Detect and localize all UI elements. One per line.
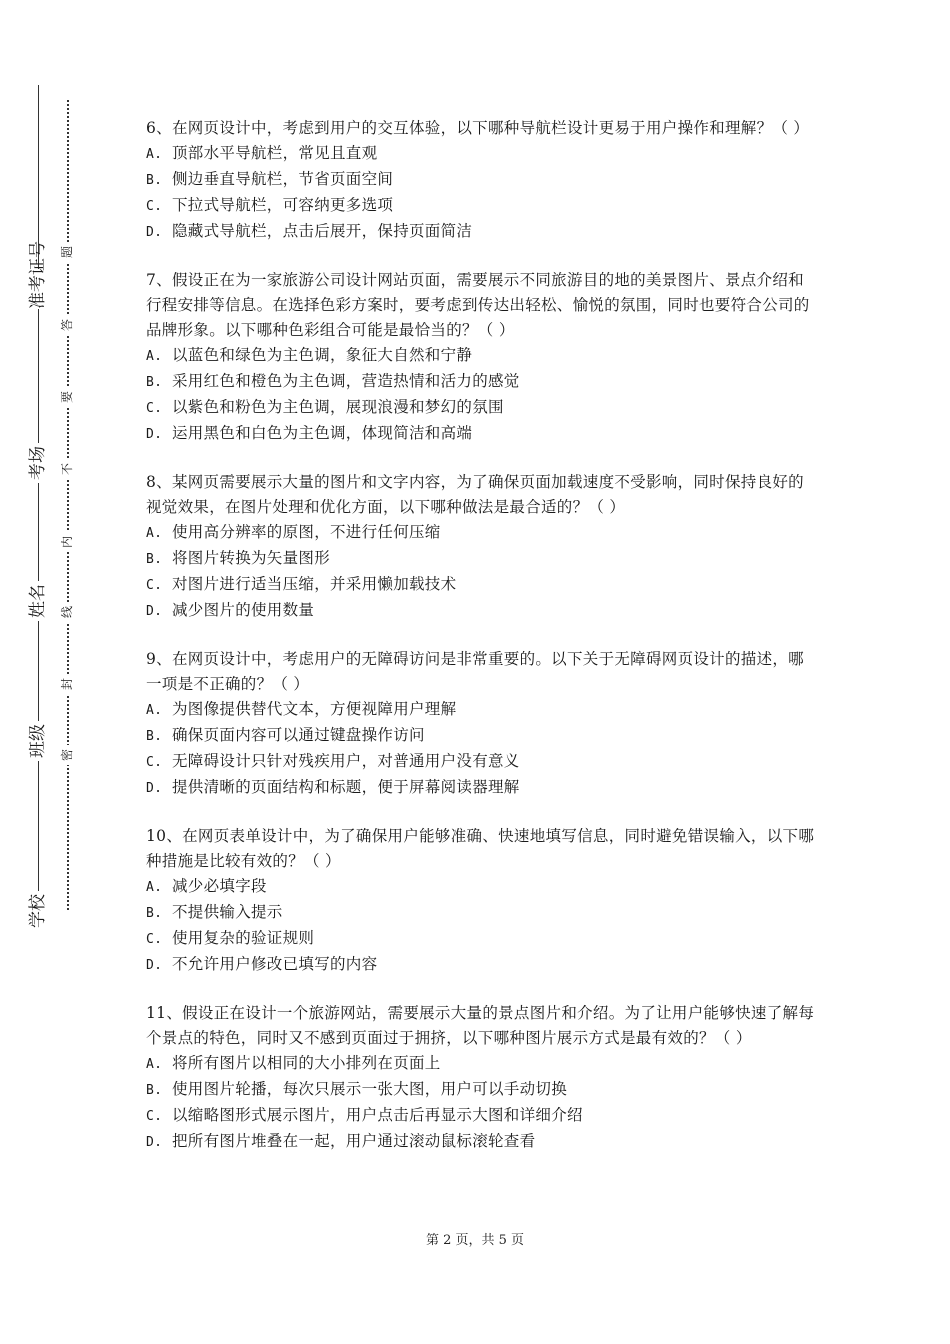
option-letter: A. xyxy=(146,880,163,895)
option-text: 对图片进行适当压缩，并采用懒加载技术 xyxy=(172,575,457,593)
field-label-school: 学校 xyxy=(27,891,49,931)
question-stem: 9、在网页设计中，考虑用户的无障碍访问是非常重要的。以下关于无障碍网页设计的描述，哪一项是不正确的？（ ） xyxy=(146,650,804,693)
option-letter: D. xyxy=(146,1135,163,1150)
option-letter: A. xyxy=(146,1057,163,1072)
option-letter: C. xyxy=(146,932,163,947)
option-b xyxy=(146,723,818,749)
option-letter: C. xyxy=(146,755,163,770)
option-letter: D. xyxy=(146,604,163,619)
option-text: 确保页面内容可以通过键盘操作访问 xyxy=(172,726,425,744)
seal-char: 不 xyxy=(60,459,74,479)
option-c xyxy=(146,1103,818,1129)
option-a xyxy=(146,141,818,167)
option-letter: C. xyxy=(146,578,163,593)
option-text: 运用黑色和白色为主色调，体现简洁和高端 xyxy=(172,424,473,442)
option-d xyxy=(146,952,818,978)
field-label-class: 班级 xyxy=(27,721,49,761)
option-c xyxy=(146,395,818,421)
option-letter: D. xyxy=(146,781,163,796)
option-letter: D. xyxy=(146,225,163,240)
option-c xyxy=(146,926,818,952)
option-text: 下拉式导航栏，可容纳更多选项 xyxy=(172,196,394,214)
option-text: 隐藏式导航栏，点击后展开，保持页面简洁 xyxy=(172,222,473,240)
seal-char: 答 xyxy=(60,315,74,335)
option-text: 无障碍设计只针对残疾用户，对普通用户没有意义 xyxy=(172,752,520,770)
option-letter: C. xyxy=(146,1109,163,1124)
question-6 xyxy=(146,116,818,245)
question-7 xyxy=(146,268,818,447)
option-text: 以缩略图形式展示图片，用户点击后再显示大图和详细介绍 xyxy=(172,1106,583,1124)
option-b xyxy=(146,900,818,926)
option-letter: D. xyxy=(146,958,163,973)
seal-char: 密 xyxy=(60,745,74,765)
option-text: 减少图片的使用数量 xyxy=(172,601,315,619)
option-letter: B. xyxy=(146,552,163,567)
option-letter: B. xyxy=(146,375,163,390)
option-text: 为图像提供替代文本，方便视障用户理解 xyxy=(172,700,457,718)
question-stem: 10、在网页表单设计中，为了确保用户能够准确、快速地填写信息，同时避免错误输入，以下哪种措施是比较有效的？（ ） xyxy=(146,827,815,870)
option-text: 采用红色和橙色为主色调，营造热情和活力的感觉 xyxy=(172,372,520,390)
option-b xyxy=(146,167,818,193)
option-text: 减少必填字段 xyxy=(172,877,267,895)
field-label-exam-id: 准考证号 xyxy=(28,241,48,309)
binding-margin xyxy=(0,0,110,1344)
option-text: 使用图片轮播，每次只展示一张大图，用户可以手动切换 xyxy=(172,1080,568,1098)
option-d xyxy=(146,598,818,624)
option-a xyxy=(146,343,818,369)
option-b xyxy=(146,546,818,572)
option-letter: A. xyxy=(146,349,163,364)
option-d xyxy=(146,1129,818,1155)
option-a xyxy=(146,697,818,723)
option-letter: A. xyxy=(146,703,163,718)
option-letter: A. xyxy=(146,147,163,162)
option-letter: B. xyxy=(146,906,163,921)
seal-line xyxy=(67,100,69,910)
option-c xyxy=(146,572,818,598)
option-c xyxy=(146,193,818,219)
field-label-exam-room: 考场 xyxy=(27,443,49,483)
option-letter: B. xyxy=(146,173,163,188)
question-10 xyxy=(146,824,818,978)
option-text: 不提供输入提示 xyxy=(172,903,283,921)
option-d xyxy=(146,219,818,245)
option-d xyxy=(146,775,818,801)
option-b xyxy=(146,1077,818,1103)
page-number: 第 2 页，共 5 页 xyxy=(425,1233,525,1248)
option-text: 使用高分辨率的原图，不进行任何压缩 xyxy=(172,523,441,541)
option-text: 侧边垂直导航栏，节省页面空间 xyxy=(172,170,394,188)
field-label-name: 姓名 xyxy=(27,581,49,621)
question-stem: 11、假设正在设计一个旅游网站，需要展示大量的景点图片和介绍。为了让用户能够快速了解每个景点的特色，同时又不感到页面过于拥挤，以下哪种图片展示方式是最有效的？（ ） xyxy=(146,1004,815,1047)
option-text: 将图片转换为矢量图形 xyxy=(172,549,331,567)
option-text: 顶部水平导航栏，常见且直观 xyxy=(172,144,378,162)
option-letter: B. xyxy=(146,1083,163,1098)
option-a xyxy=(146,874,818,900)
seal-char: 线 xyxy=(60,602,74,622)
question-stem: 8、某网页需要展示大量的图片和文字内容，为了确保页面加载速度不受影响，同时保持良好的视觉效果，在图片处理和优化方面，以下哪种做法是最合适的？（ ） xyxy=(146,473,804,516)
fill-in-line xyxy=(38,85,39,930)
question-stem: 6、在网页设计中，考虑到用户的交互体验，以下哪种导航栏设计更易于用户操作和理解？（ ） xyxy=(146,119,810,137)
option-a xyxy=(146,520,818,546)
option-letter: C. xyxy=(146,401,163,416)
option-a xyxy=(146,1051,818,1077)
question-list xyxy=(146,116,818,1178)
option-text: 以紫色和粉色为主色调，展现浪漫和梦幻的氛围 xyxy=(172,398,504,416)
seal-char: 内 xyxy=(60,532,74,552)
option-letter: C. xyxy=(146,199,163,214)
option-letter: B. xyxy=(146,729,163,744)
question-11 xyxy=(146,1001,818,1155)
option-text: 使用复杂的验证规则 xyxy=(172,929,315,947)
option-d xyxy=(146,421,818,447)
seal-char: 封 xyxy=(60,674,74,694)
option-b xyxy=(146,369,818,395)
option-c xyxy=(146,749,818,775)
option-text: 提供清晰的页面结构和标题，便于屏幕阅读器理解 xyxy=(172,778,520,796)
option-text: 以蓝色和绿色为主色调，象征大自然和宁静 xyxy=(172,346,473,364)
question-8 xyxy=(146,470,818,624)
question-stem: 7、假设正在为一家旅游公司设计网站页面，需要展示不同旅游目的地的美景图片、景点介绍和行程安排等信息。在选择色彩方案时，要考虑到传达出轻松、愉悦的氛围，同时也要符合公司的品牌形象。以下哪种色彩组合可能是最恰当的？（ ） xyxy=(146,271,810,339)
question-9 xyxy=(146,647,818,801)
seal-char: 要 xyxy=(60,387,74,407)
seal-char: 题 xyxy=(60,242,74,262)
option-text: 把所有图片堆叠在一起，用户通过滚动鼠标滚轮查看 xyxy=(172,1132,536,1150)
option-text: 将所有图片以相同的大小排列在页面上 xyxy=(172,1054,441,1072)
option-letter: D. xyxy=(146,427,163,442)
option-letter: A. xyxy=(146,526,163,541)
option-text: 不允许用户修改已填写的内容 xyxy=(172,955,378,973)
